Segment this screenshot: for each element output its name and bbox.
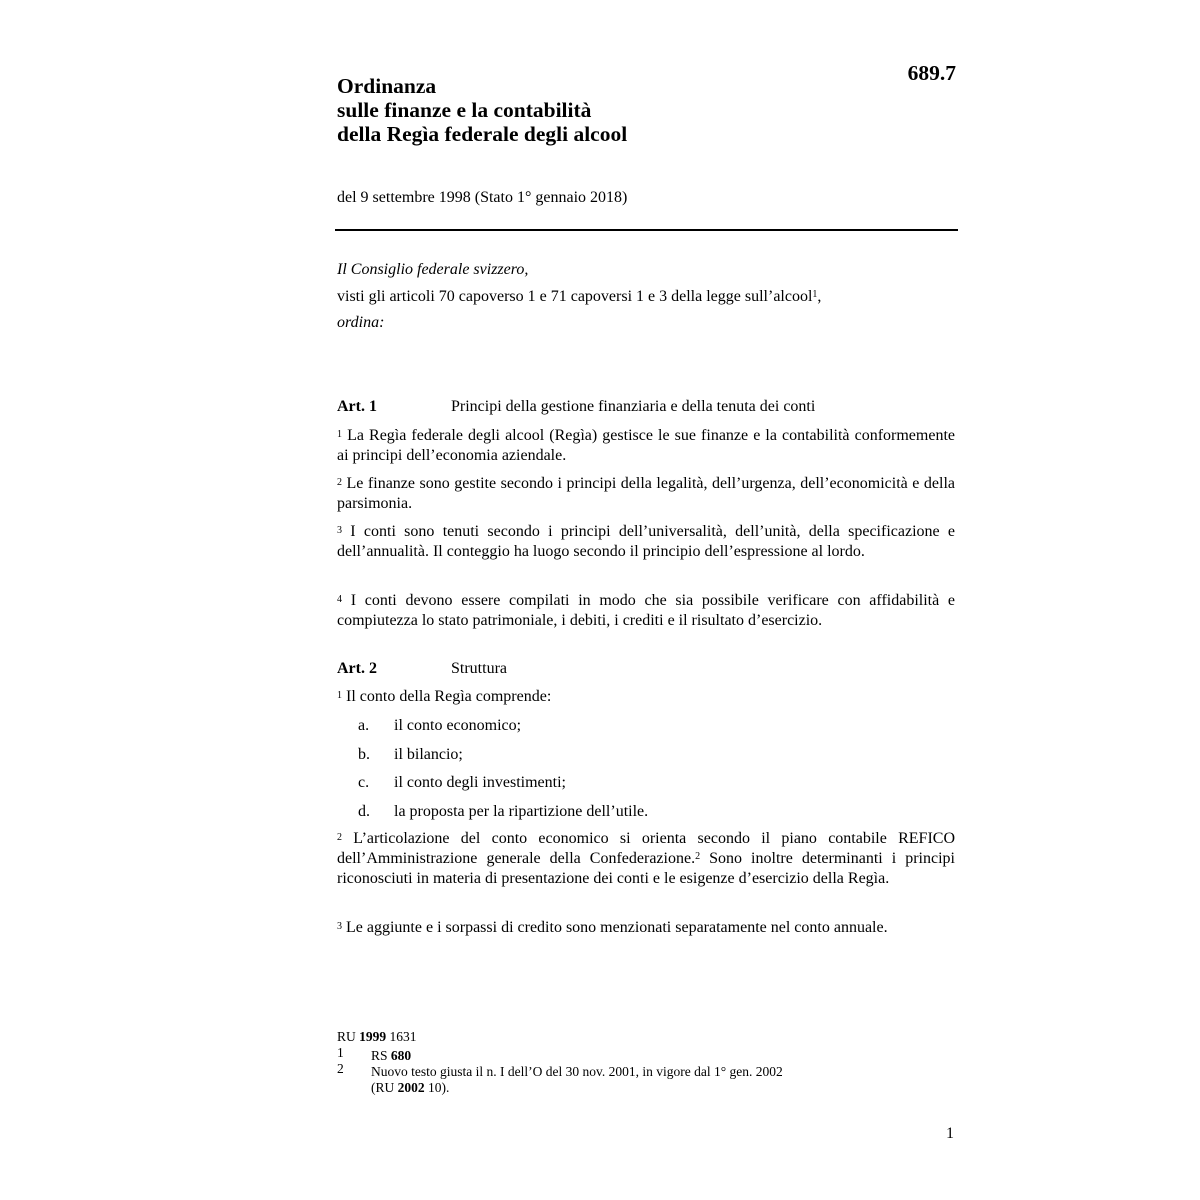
paragraph-text: L’articolazione del conto economico si orienta secondo il piano contabile REFICO dell’Amministrazione generale della Confederazione.: [337, 830, 956, 867]
list-item-text: il conto economico;: [394, 717, 522, 734]
article-1-paragraph-1: [337, 426, 955, 466]
article-2-paragraph-1: [337, 687, 551, 707]
footnote-1-text: [371, 1048, 411, 1064]
page-number: 1: [946, 1125, 954, 1142]
paragraph-text-cont: Sono inoltre determinanti i principi riconosciuti in materia di presentazione dei conti e le esigenze d’esercizio della Regìa.: [337, 850, 955, 887]
article-2-paragraph-3: [337, 918, 955, 938]
footnote-2-prefix: (RU: [371, 1080, 395, 1095]
paragraph-text: Le finanze sono gestite secondo i principi della legalità, dell’urgenza, dell’economicità e della parsimonia.: [337, 475, 955, 512]
document-date: del 9 settembre 1998 (Stato 1° gennaio 2018): [337, 189, 628, 206]
list-item-text: la proposta per la ripartizione dell’utile.: [394, 803, 649, 820]
preamble-basis: [337, 287, 821, 307]
footnote-1-bold: 680: [390, 1048, 412, 1063]
sr-number: 689.7: [907, 61, 956, 85]
article-1-paragraph-2: [337, 474, 955, 514]
article-1-paragraph-3: [337, 522, 955, 562]
ru-prefix: RU: [337, 1029, 356, 1044]
footnote-2-line-2: [371, 1080, 449, 1096]
article-1-title: Principi della gestione finanziaria e della tenuta dei conti: [451, 398, 816, 415]
preamble-basis-end: ,: [817, 288, 822, 305]
list-item-letter: a.: [358, 717, 370, 734]
document-title: [337, 74, 897, 146]
footnote-1-number: 1: [337, 1045, 344, 1060]
footnote-ref-1[interactable]: 1: [812, 289, 818, 300]
article-1-label: Art. 1: [337, 398, 377, 415]
paragraph-number: 4: [337, 594, 342, 605]
paragraph-text: I conti devono essere compilati in modo che sia possibile verificare con affidabilità e compiutezza lo stato patrimoniale, i debiti, i crediti e il risultato d’esercizio.: [337, 592, 956, 629]
list-item-letter: b.: [358, 746, 370, 763]
footnote-2-number: 2: [337, 1061, 344, 1076]
ru-reference: [337, 1029, 417, 1045]
title-divider: [335, 229, 958, 231]
preamble-authority: Il Consiglio federale svizzero,: [337, 261, 529, 278]
list-item-letter: d.: [358, 803, 370, 820]
paragraph-number: 1: [337, 429, 342, 440]
paragraph-text: Il conto della Regìa comprende:: [346, 688, 552, 705]
paragraph-number: 3: [337, 921, 342, 932]
paragraph-text: Le aggiunte e i sorpassi di credito sono menzionati separatamente nel conto annuale.: [346, 919, 888, 936]
ru-page: 1631: [389, 1029, 417, 1044]
article-2-paragraph-2: [337, 829, 955, 889]
title-line-3: della Regìa federale degli alcool: [337, 122, 628, 146]
list-item-letter: c.: [358, 774, 370, 791]
list-item-text: il bilancio;: [394, 746, 463, 763]
paragraph-text: La Regìa federale degli alcool (Regìa) gestisce le sue finanze e la contabilità conformemente ai principi dell’economia aziendale.: [337, 427, 955, 464]
title-line-1: Ordinanza: [337, 74, 437, 98]
paragraph-text: I conti sono tenuti secondo i principi dell’universalità, dell’unità, della specificazione e dell’annualità. Il conteggio ha luogo secondo il principio dell’espressione al lordo.: [337, 523, 956, 560]
preamble-decree: ordina:: [337, 314, 385, 331]
paragraph-number: 2: [337, 832, 342, 843]
ru-year: 1999: [359, 1029, 387, 1044]
footnote-2-line-1: Nuovo testo giusta il n. I dell’O del 30 nov. 2001, in vigore dal 1° gen. 2002: [371, 1064, 783, 1079]
footnote-2-bold: 2002: [397, 1080, 425, 1095]
footnote-2-suffix: 10).: [428, 1080, 450, 1095]
article-2-title: Struttura: [451, 660, 507, 677]
paragraph-number: 3: [337, 525, 342, 536]
footnote-ref-2[interactable]: 2: [695, 851, 701, 862]
title-line-2: sulle finanze e la contabilità: [337, 98, 592, 122]
paragraph-number: 2: [337, 477, 342, 488]
article-2-label: Art. 2: [337, 660, 377, 677]
paragraph-number: 1: [337, 690, 342, 701]
article-1-paragraph-4: [337, 591, 955, 631]
list-item-text: il conto degli investimenti;: [394, 774, 566, 791]
preamble-basis-text: visti gli articoli 70 capoverso 1 e 71 capoversi 1 e 3 della legge sull’alcool: [337, 288, 813, 305]
footnote-1-prefix: RS: [371, 1048, 388, 1063]
